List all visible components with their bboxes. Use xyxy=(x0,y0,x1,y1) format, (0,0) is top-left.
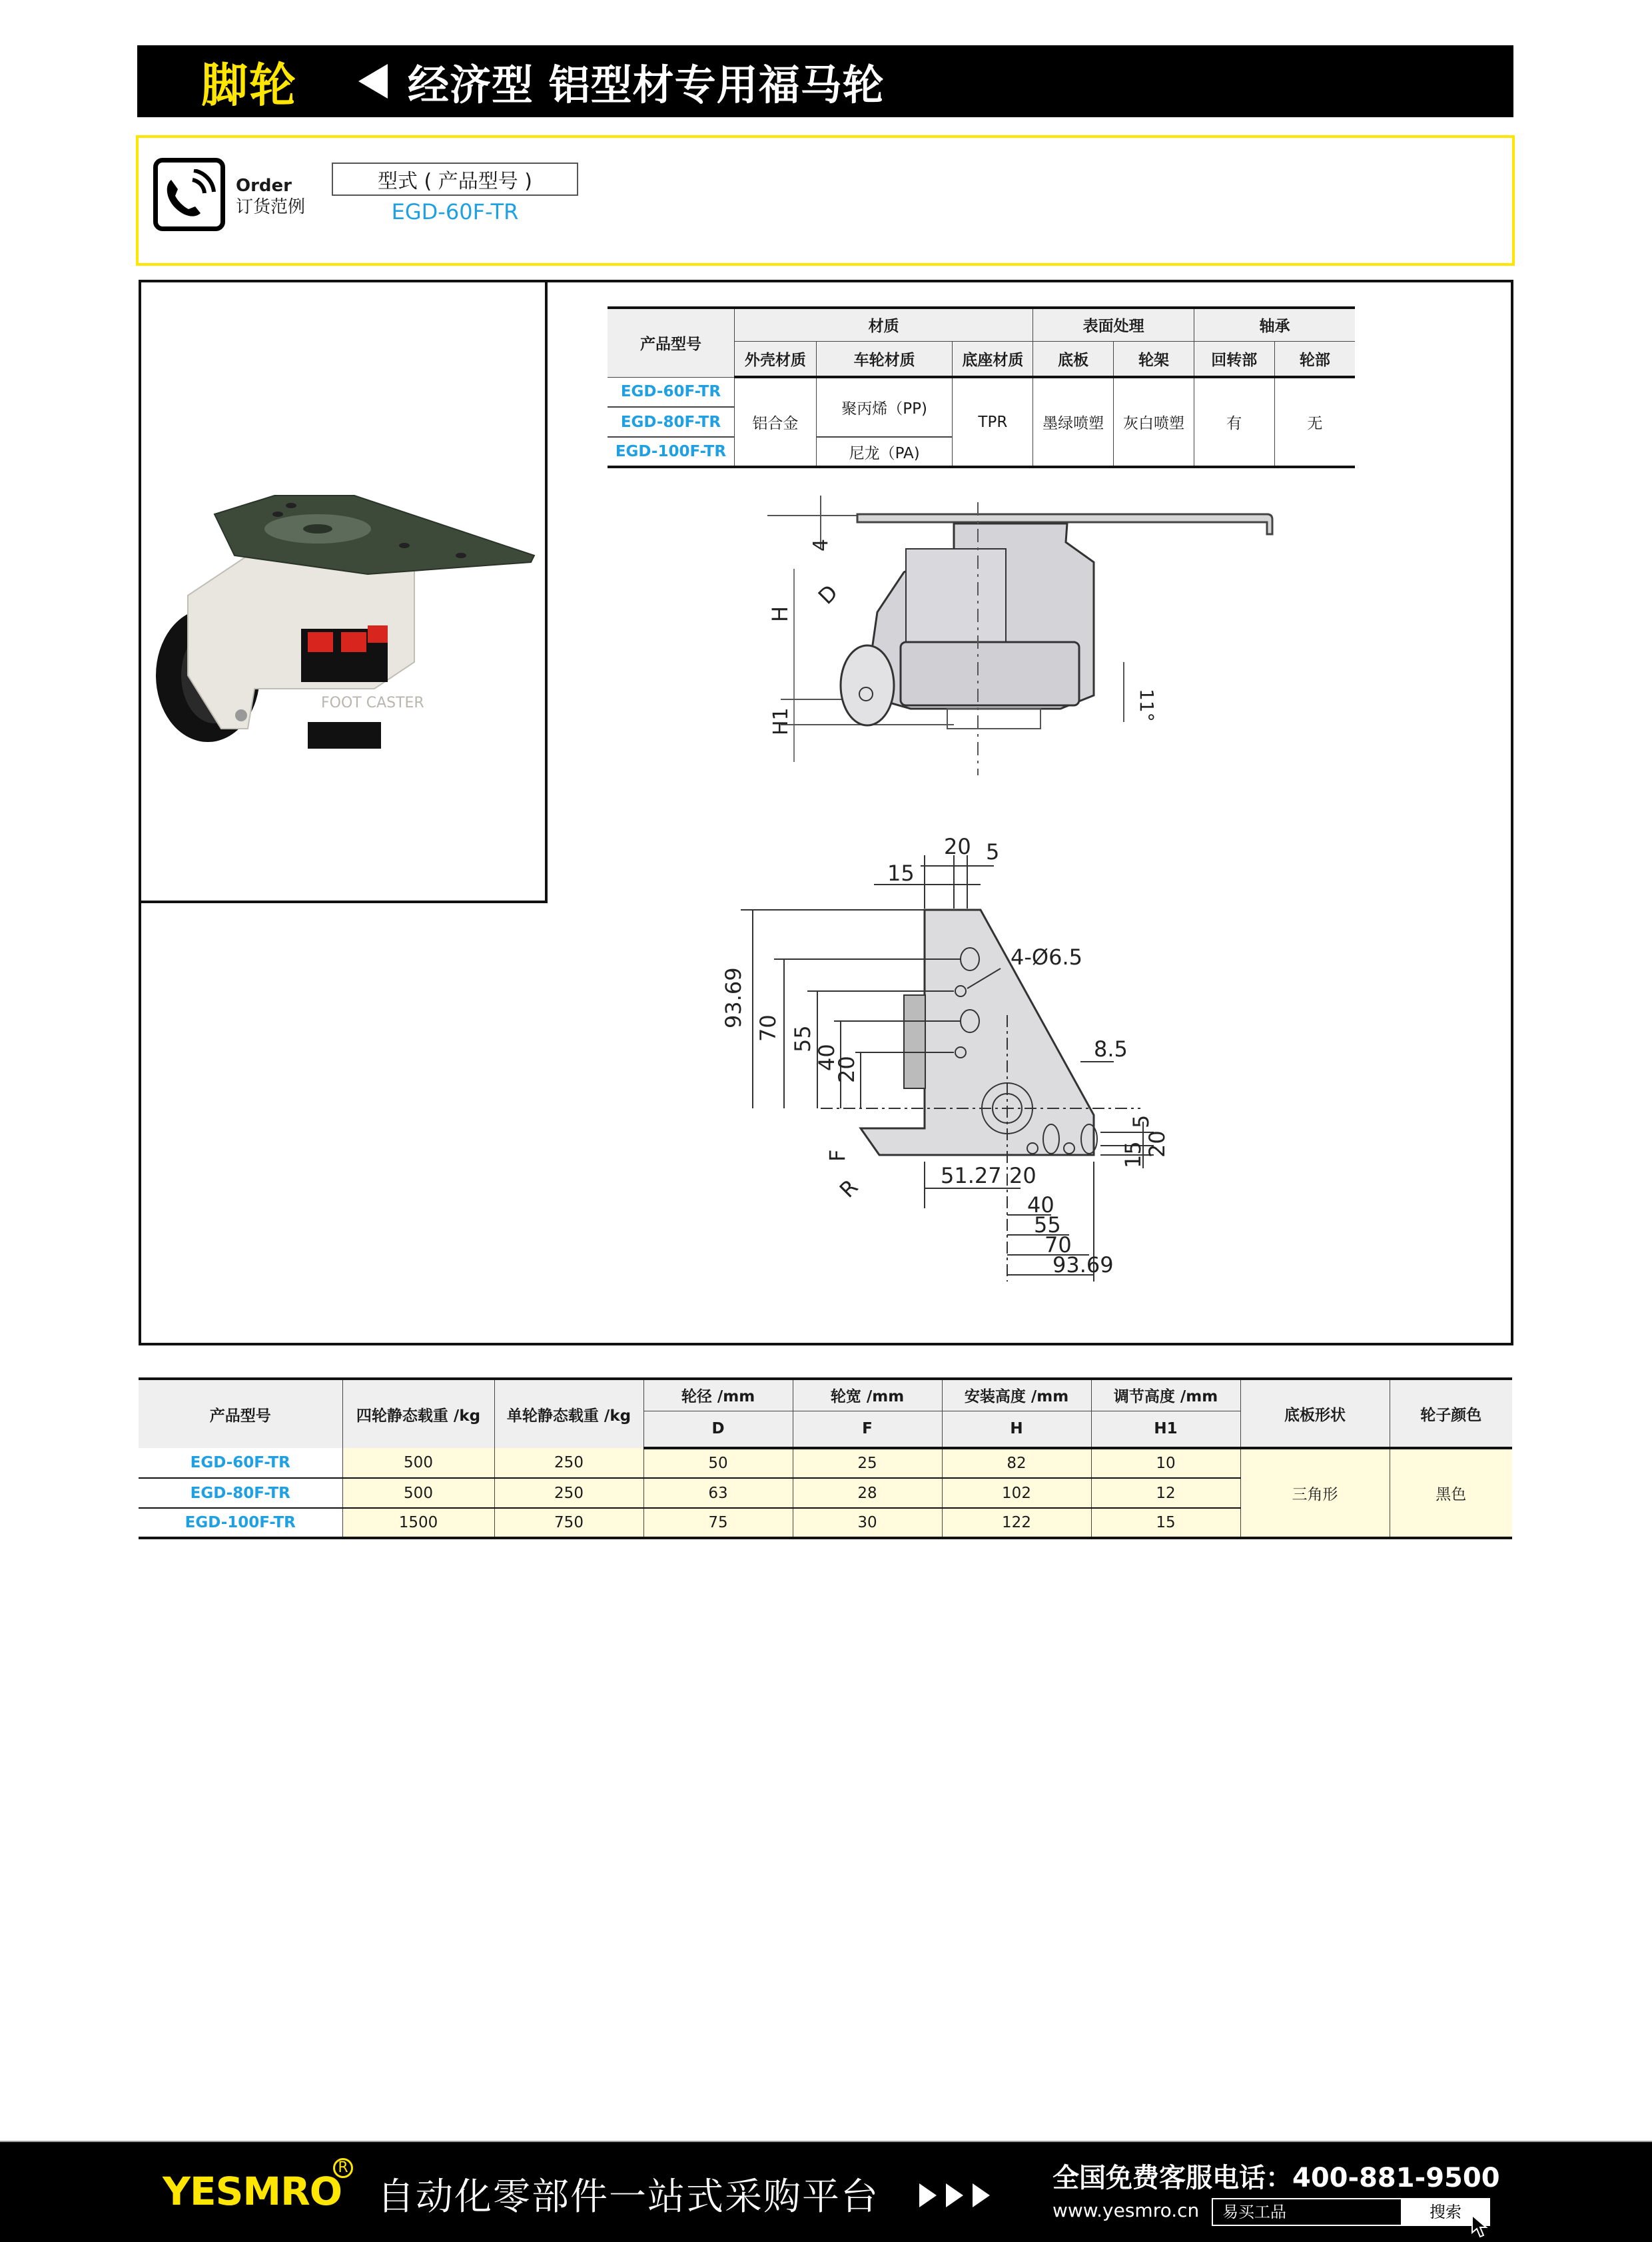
sym-d: D xyxy=(643,1411,793,1448)
plate-finish-cell: 墨绿喷塑 xyxy=(1033,377,1114,467)
category-title: 脚轮 xyxy=(201,57,297,113)
group-material: 材质 xyxy=(734,308,1032,341)
four-wheel-load-cell: 500 xyxy=(342,1478,494,1508)
search-bar xyxy=(1212,2198,1490,2226)
dim-top-15: 15 xyxy=(887,861,915,886)
spec-table xyxy=(139,1377,1512,1539)
page-header xyxy=(137,45,1513,117)
website-link[interactable]: www.yesmro.cn xyxy=(1052,2199,1200,2221)
col-wheel-width: 轮宽 /mm xyxy=(793,1379,942,1411)
hotline-text: 全国免费客服电话：400-881-9500 xyxy=(1052,2163,1500,2193)
dim-v-93-69: 93.69 xyxy=(721,967,746,1028)
order-label-cn: 订货范例 xyxy=(236,197,306,217)
sub-swivel: 回转部 xyxy=(1194,341,1274,377)
group-bearing: 轴承 xyxy=(1194,308,1355,341)
footer-banner xyxy=(0,2141,1652,2242)
order-label-en: Order xyxy=(236,176,292,196)
sub-base-material: 底座材质 xyxy=(953,341,1033,377)
install-height-cell: 82 xyxy=(942,1448,1091,1478)
dim-v-55: 55 xyxy=(790,1025,815,1052)
adjust-height-cell: 10 xyxy=(1091,1448,1240,1478)
dim-b-93-69: 93.69 xyxy=(1052,1252,1114,1278)
col-four-wheel-load: 四轮静态载重 /kg xyxy=(342,1379,494,1448)
group-surface: 表面处理 xyxy=(1033,308,1194,341)
label-angle: 11° xyxy=(1136,689,1158,722)
product-photo xyxy=(141,282,548,903)
footer-slogan: 自动化零部件一站式采购平台 xyxy=(377,2175,879,2219)
col-install-height: 安装高度 /mm xyxy=(942,1379,1091,1411)
four-wheel-load-cell: 1500 xyxy=(342,1508,494,1538)
model-cell: EGD-80F-TR xyxy=(608,407,734,437)
sym-f: F xyxy=(793,1411,942,1448)
play-arrow-icon xyxy=(946,2183,963,2207)
left-triangle-icon xyxy=(358,64,388,99)
dim-r-20: 20 xyxy=(1144,1130,1170,1158)
sub-wheel-bearing: 轮部 xyxy=(1274,341,1355,377)
dim-b-51-27: 51.27 xyxy=(941,1163,1002,1188)
model-cell: EGD-80F-TR xyxy=(139,1478,342,1508)
wheel-width-cell: 28 xyxy=(793,1478,942,1508)
phone-ringing-icon xyxy=(153,158,225,231)
install-height-cell: 122 xyxy=(942,1508,1091,1538)
wheel-material-cell: 尼龙（PA) xyxy=(816,437,953,467)
dim-v-70: 70 xyxy=(755,1014,781,1042)
single-wheel-load-cell: 750 xyxy=(494,1508,643,1538)
col-wheel-color: 轮子颜色 xyxy=(1390,1379,1512,1448)
mouse-cursor-icon xyxy=(1471,2214,1488,2239)
model-cell: EGD-60F-TR xyxy=(139,1448,342,1478)
wheel-material-cell: 聚丙烯（PP) xyxy=(816,377,953,437)
col-model: 产品型号 xyxy=(139,1379,342,1448)
dim-holes: 4-Ø6.5 xyxy=(1011,944,1082,970)
single-wheel-load-cell: 250 xyxy=(494,1448,643,1478)
col-wheel-dia: 轮径 /mm xyxy=(643,1379,793,1411)
sym-h1: H1 xyxy=(1091,1411,1240,1448)
base-material-cell: TPR xyxy=(953,377,1033,467)
wheel-dia-cell: 75 xyxy=(643,1508,793,1538)
model-cell: EGD-100F-TR xyxy=(139,1508,342,1538)
dim-b-40: 40 xyxy=(1027,1192,1054,1218)
wheel-width-cell: 25 xyxy=(793,1448,942,1478)
frame-finish-cell: 灰白喷塑 xyxy=(1114,377,1194,467)
dim-top-5: 5 xyxy=(986,839,1000,865)
dim-top-20: 20 xyxy=(944,834,971,859)
plate-shape-cell: 三角形 xyxy=(1240,1448,1390,1538)
search-button[interactable]: 搜索 xyxy=(1402,2199,1489,2225)
wheel-dia-cell: 63 xyxy=(643,1478,793,1508)
material-table xyxy=(608,306,1355,468)
table-row xyxy=(139,1448,1512,1478)
search-input[interactable]: 易买工品 xyxy=(1213,2199,1402,2225)
col-single-wheel-load: 单轮静态载重 /kg xyxy=(494,1379,643,1448)
product-detail-frame xyxy=(139,280,1513,1345)
model-cell: EGD-60F-TR xyxy=(608,377,734,407)
label-height-h: H xyxy=(767,605,793,622)
product-title: 经济型 铝型材专用福马轮 xyxy=(408,60,885,109)
top-view-drawing xyxy=(674,815,1473,1348)
dim-v-20: 20 xyxy=(834,1056,859,1083)
emboss-text: FOOT CASTER xyxy=(321,695,424,711)
single-wheel-load-cell: 250 xyxy=(494,1478,643,1508)
dim-b-20: 20 xyxy=(1009,1163,1036,1188)
dim-r-15: 15 xyxy=(1120,1141,1146,1168)
dim-r-5: 5 xyxy=(1128,1114,1154,1128)
col-plate-shape: 底板形状 xyxy=(1240,1379,1390,1448)
side-view-drawing xyxy=(754,496,1394,775)
dim-b-70: 70 xyxy=(1044,1232,1072,1258)
sym-h: H xyxy=(942,1411,1091,1448)
model-example-value: EGD-60F-TR xyxy=(391,199,519,224)
wheel-width-cell: 30 xyxy=(793,1508,942,1538)
adjust-height-cell: 15 xyxy=(1091,1508,1240,1538)
registered-mark-icon: R xyxy=(333,2158,353,2178)
dim-r: R xyxy=(834,1174,863,1203)
sub-plate: 底板 xyxy=(1033,341,1114,377)
dim-right-8-5: 8.5 xyxy=(1094,1036,1128,1062)
model-cell: EGD-100F-TR xyxy=(608,437,734,467)
four-wheel-load-cell: 500 xyxy=(342,1448,494,1478)
model-field-label: 型式 ( 产品型号 ) xyxy=(332,163,578,196)
dim-f: F xyxy=(825,1149,850,1162)
label-thickness: 4 xyxy=(809,538,833,552)
sub-housing: 外壳材质 xyxy=(734,341,816,377)
swivel-bearing-cell: 有 xyxy=(1194,377,1274,467)
col-adjust-height: 调节高度 /mm xyxy=(1091,1379,1240,1411)
dim-b-55: 55 xyxy=(1034,1212,1061,1238)
housing-cell: 铝合金 xyxy=(734,377,816,467)
col-model: 产品型号 xyxy=(608,308,734,377)
label-wheel-dia-d: D xyxy=(813,579,843,609)
wheel-color-cell: 黑色 xyxy=(1390,1448,1512,1538)
play-arrow-icon xyxy=(973,2183,990,2207)
wheel-bearing-cell: 无 xyxy=(1274,377,1355,467)
yesmro-logo[interactable]: YESMRO xyxy=(163,2169,342,2214)
dim-v-40: 40 xyxy=(814,1044,839,1071)
sub-wheel-material: 车轮材质 xyxy=(816,341,953,377)
adjust-height-cell: 12 xyxy=(1091,1478,1240,1508)
play-arrow-icon xyxy=(919,2183,937,2207)
label-adjust-h1: H1 xyxy=(769,707,793,735)
order-example-box xyxy=(136,135,1515,266)
sub-frame: 轮架 xyxy=(1114,341,1194,377)
caster-illustration xyxy=(148,396,541,795)
order-label xyxy=(236,175,305,218)
install-height-cell: 102 xyxy=(942,1478,1091,1508)
wheel-dia-cell: 50 xyxy=(643,1448,793,1478)
table-row xyxy=(608,377,1355,407)
